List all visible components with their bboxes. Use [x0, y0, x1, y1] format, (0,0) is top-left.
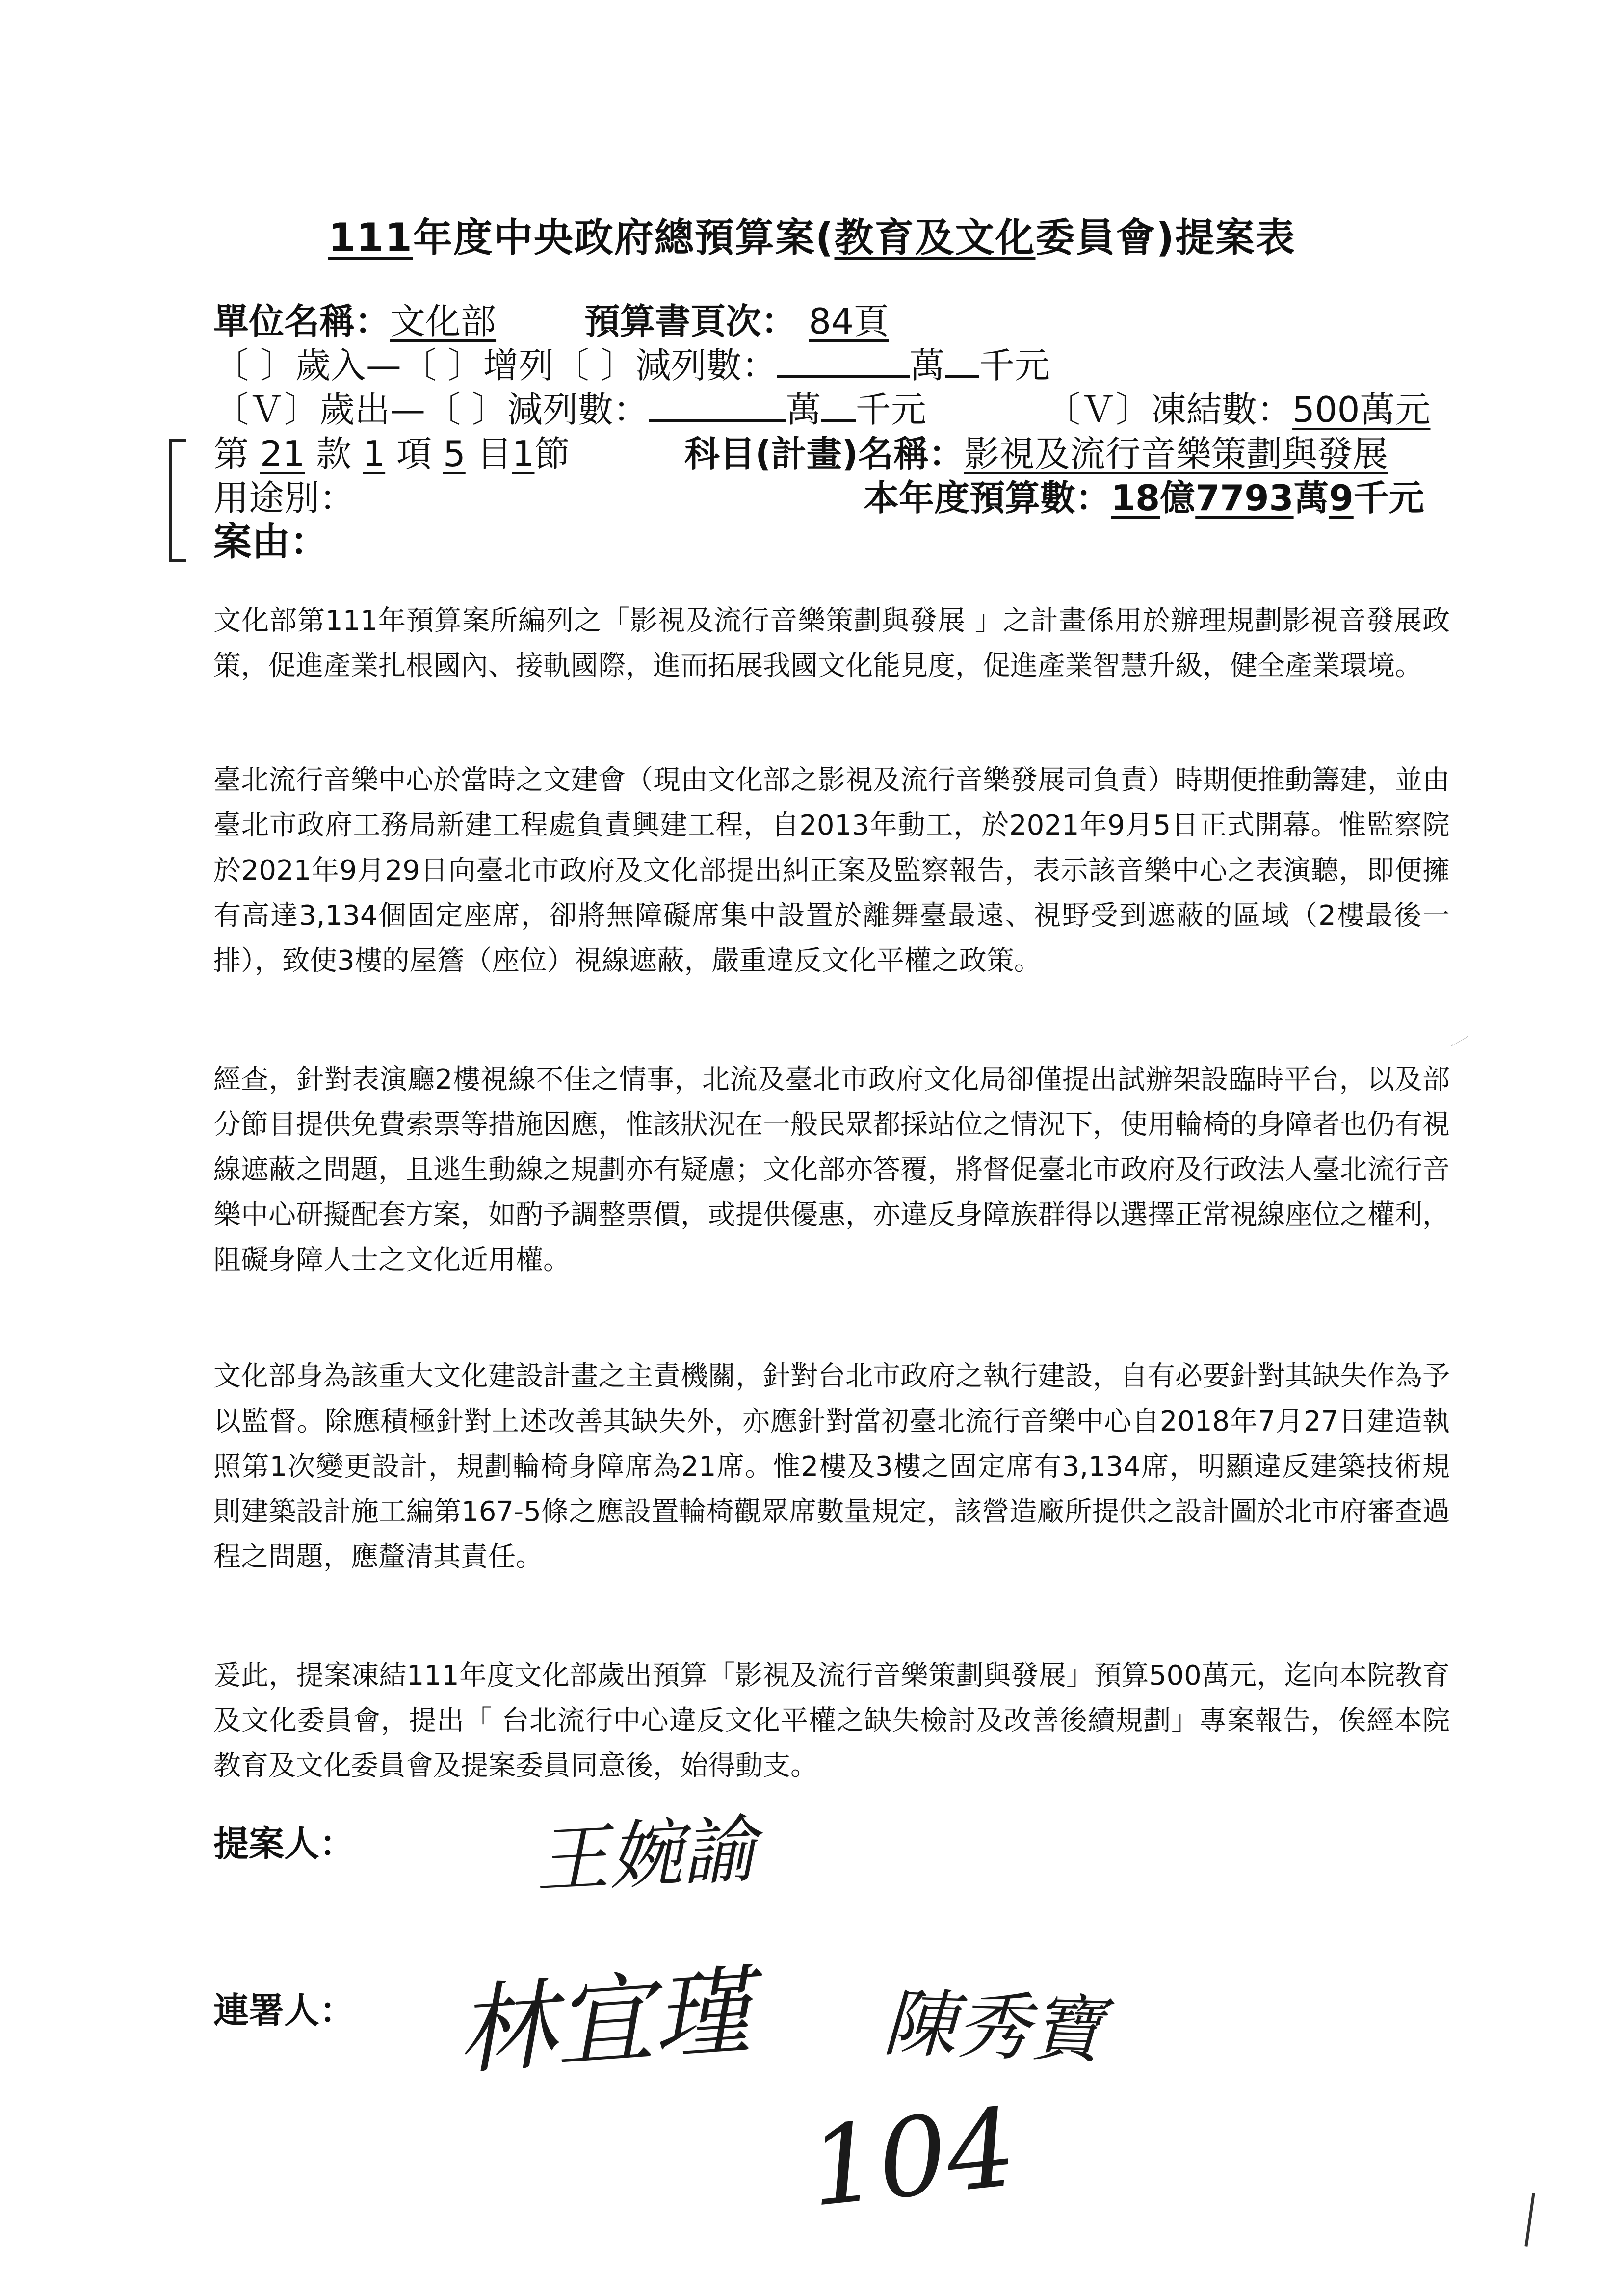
item-text-jie: 節: [534, 433, 570, 474]
subject-value: 影視及流行音樂策劃與發展: [964, 433, 1388, 474]
subject-line: [684, 432, 1388, 476]
budget-wan: 7793: [1195, 477, 1294, 519]
revenue-wan: 萬: [909, 345, 945, 386]
page-title: [0, 206, 1624, 262]
budget-qian: 9: [1329, 477, 1354, 519]
item-xiang: 1: [363, 433, 386, 474]
item-text-xiang: 項: [396, 433, 432, 474]
scan-smudge: [1451, 1036, 1473, 1055]
budget-page-value: 84頁: [809, 301, 889, 342]
expenditure-wan: 萬: [786, 389, 821, 430]
title-part1: 年度中央政府總預算案(: [413, 215, 835, 261]
budget-amount-line: [864, 476, 1424, 520]
budget-wan-unit: 萬: [1293, 477, 1329, 519]
item-text-mu: 目: [476, 433, 512, 474]
freeze-label: 〔Ｖ〕凍結數：: [1045, 389, 1293, 430]
reason-paragraph-4: 文化部身為該重大文化建設計畫之主責機關，針對台北市政府之執行建設，自有必要針對其缺失作為予以監督。除應積極針對上述改善其缺失外，亦應針對當初臺北流行音樂中心自2018年7月27日建造執照第1次變更設計，規劃輪椅身障席為21席。惟2樓及3樓之固定席有3,134席，明顯違反建築技術規則建築設計施工編第167-5條之應設置輪椅觀眾席數量規定，該營造廠所提供之設計圖於北市府審查過程之問題，應釐清其責任。: [213, 1360, 1450, 1573]
revenue-wan-blank: [777, 344, 910, 378]
item-line: [213, 432, 570, 476]
item-jie: 1: [512, 433, 535, 474]
budget-page-label: 預算書頁次：: [584, 301, 797, 342]
proposer-signature: 王婉諭: [533, 1807, 758, 1904]
cosigner-signature-2: 陳秀寶: [881, 1981, 1105, 2074]
cosigner-signature-1: 林宜瑾: [453, 1954, 755, 2089]
expenditure-qian-blank: [821, 389, 856, 422]
item-text-di: 第: [213, 433, 249, 474]
cosigner-label: 連署人：: [213, 1990, 355, 2031]
expenditure-qian: 千元: [855, 389, 926, 430]
revenue-qian-blank: [945, 344, 979, 378]
item-mu: 5: [443, 433, 466, 474]
expenditure-text: 〔Ｖ〕歲出—〔 〕減列數：: [213, 389, 649, 430]
usage-label: 用途別：: [213, 477, 355, 519]
expenditure-wan-blank: [649, 389, 786, 422]
revenue-qian: 千元: [979, 345, 1050, 386]
reason-paragraph-2: 臺北流行音樂中心於當時之文建會（現由文化部之影視及流行音樂發展司負責）時期便推動籌建，並由臺北市政府工務局新建工程處負責興建工程，自2013年動工，於2021年9月5日正式開幕。惟監察院於2021年9月29日向臺北市政府及文化部提出糾正案及監察報告，表示該音樂中心之表演聽，即便擁有高達3,134個固定座席，卻將無障礙席集中設置於離舞臺最遠、視野受到遮蔽的區域（2樓最後一排），致使3樓的屋簷（座位）視線遮蔽，嚴重違反文化平權之政策。: [213, 764, 1450, 977]
unit-line: [213, 299, 889, 343]
reason-label: 案由：: [213, 520, 329, 564]
subject-label: 科目(計畫)名稱：: [684, 433, 964, 474]
revenue-line: [213, 343, 1050, 388]
handwritten-page-number: 104: [803, 2084, 1022, 2231]
freeze-amount: [1045, 388, 1430, 432]
budget-yi: 18: [1111, 477, 1160, 519]
pen-mark: [1524, 2193, 1535, 2247]
budget-amount-label: 本年度預算數：: [864, 477, 1111, 519]
title-year: 111: [328, 215, 413, 261]
expenditure-line: [213, 388, 926, 432]
reason-paragraph-1: 文化部第111年預算案所編列之「影視及流行音樂策劃與發展 」之計畫係用於辦理規劃影視音發展政策，促進產業扎根國內、接軌國際，進而拓展我國文化能見度，促進產業智慧升級，健全產業環境。: [213, 605, 1450, 682]
item-text-kuan: 款: [316, 433, 352, 474]
reason-paragraph-5: 爰此，提案凍結111年度文化部歲出預算「影視及流行音樂策劃與發展」預算500萬元，迄向本院教育及文化委員會，提出「 台北流行中心違反文化平權之缺失檢討及改善後續規劃」專案報告，俟經本院教育及文化委員會及提案委員同意後，始得動支。: [213, 1660, 1450, 1782]
reason-paragraph-3: 經查，針對表演廳2樓視線不佳之情事，北流及臺北市政府文化局卻僅提出試辦架設臨時平台，以及部分節目提供免費索票等措施因應，惟該狀況在一般民眾都採站位之情況下，使用輪椅的身障者也仍有視線遮蔽之問題，且逃生動線之規劃亦有疑慮；文化部亦答覆，將督促臺北市政府及行政法人臺北流行音樂中心研擬配套方案，如酌予調整票價，或提供優惠，亦違反身障族群得以選擇正常視線座位之權利，阻礙身障人士之文化近用權。: [213, 1064, 1450, 1276]
left-bracket: [169, 439, 186, 562]
title-part2: 委員會)提案表: [1035, 215, 1296, 261]
item-kuan: 21: [260, 433, 305, 474]
budget-yi-unit: 億: [1160, 477, 1196, 519]
unit-value: 文化部: [390, 301, 497, 342]
freeze-value: 500萬元: [1292, 389, 1431, 430]
budget-qian-unit: 千元: [1353, 477, 1424, 519]
unit-label: 單位名稱：: [213, 301, 391, 342]
title-committee: 教育及文化: [834, 215, 1036, 261]
revenue-text: 〔 〕歲入—〔 〕增列〔 〕減列數：: [213, 345, 777, 386]
proposer-label: 提案人：: [213, 1823, 355, 1864]
